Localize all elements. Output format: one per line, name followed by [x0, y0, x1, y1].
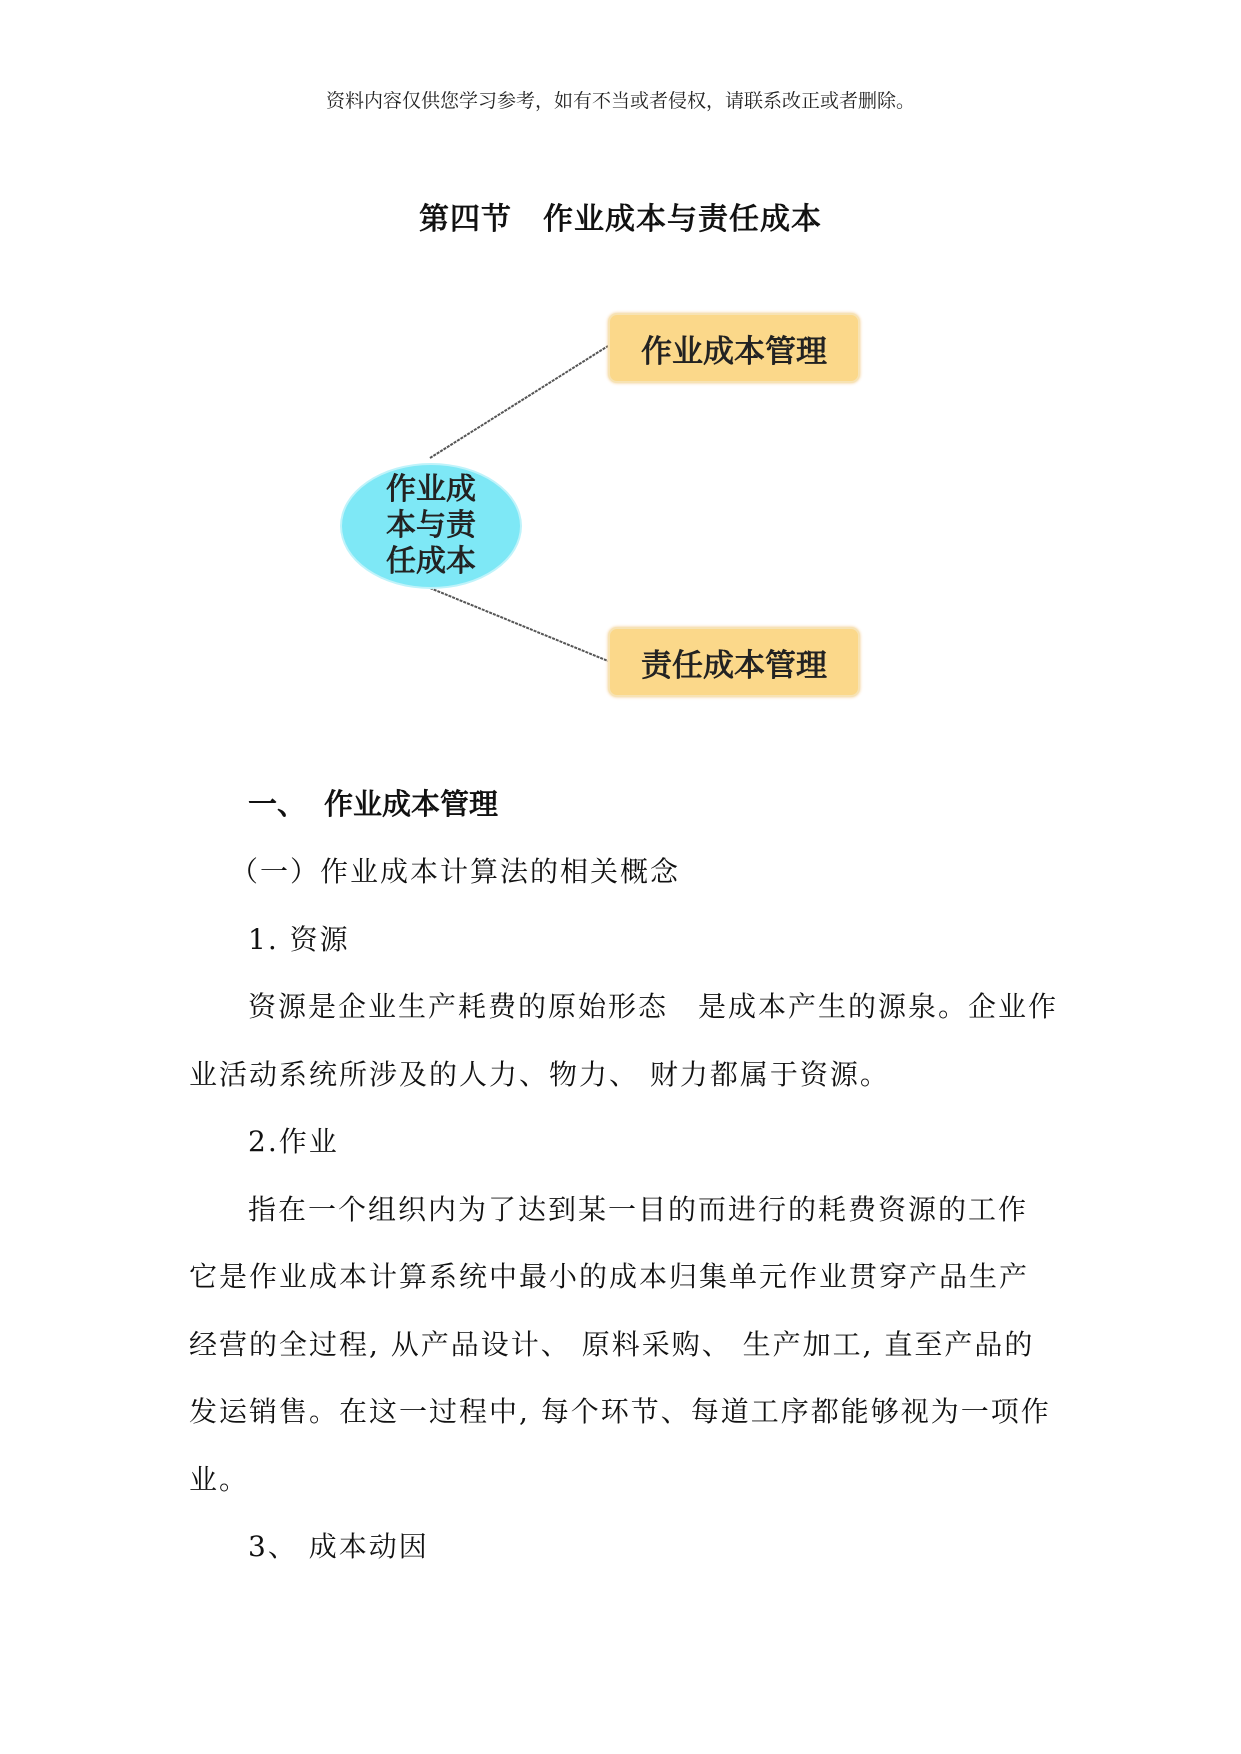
section-1-number: 一、: [248, 787, 307, 821]
item-2-title: 2.作业: [248, 1125, 339, 1158]
node-responsibility-cost-management: 责任成本管理: [608, 627, 860, 697]
page-disclaimer: 资料内容仅供您学习参考，如有不当或者侵权，请联系改正或者删除。: [325, 90, 915, 112]
section-1-heading-text: 作业成本管理: [324, 787, 499, 821]
item-1-paragraph-line-2: 业活动系统所涉及的人力、物力、 财力都属于资源。: [189, 1058, 890, 1091]
center-node-line-3: 任成本: [386, 544, 476, 579]
item-2-paragraph-line-4: 发运销售。在这一过程中, 每个环节、每道工序都能够视为一项作: [189, 1395, 1051, 1428]
item-3-title: 3、 成本动因: [248, 1530, 429, 1563]
subsection-heading: （一）作业成本计算法的相关概念: [230, 855, 681, 888]
item-1-title: 1. 资源: [248, 923, 350, 956]
item-2-paragraph-line-1: 指在一个组织内为了达到某一目的而进行的耗费资源的工作: [248, 1193, 1029, 1226]
center-node-line-1: 作业成: [386, 472, 476, 507]
connector-bottom: [430, 588, 608, 661]
center-node-line-2: 本与责: [386, 508, 476, 543]
section-1-heading: [248, 782, 498, 823]
item-1-paragraph-line-1: 资源是企业生产耗费的原始形态 是成本产生的源泉。企业作: [248, 990, 1059, 1023]
section-title: 第四节 作业成本与责任成本: [419, 202, 822, 237]
item-2-paragraph-line-5: 业。: [189, 1463, 250, 1496]
item-2-paragraph-line-2: 它是作业成本计算系统中最小的成本归集单元作业贯穿产品生产: [189, 1260, 1030, 1293]
connector-top: [430, 346, 608, 458]
node-activity-cost-management: 作业成本管理: [608, 313, 860, 383]
item-2-paragraph-line-3: 经营的全过程, 从产品设计、 原料采购、 生产加工, 直至产品的: [189, 1328, 1035, 1361]
center-node: [340, 463, 522, 589]
